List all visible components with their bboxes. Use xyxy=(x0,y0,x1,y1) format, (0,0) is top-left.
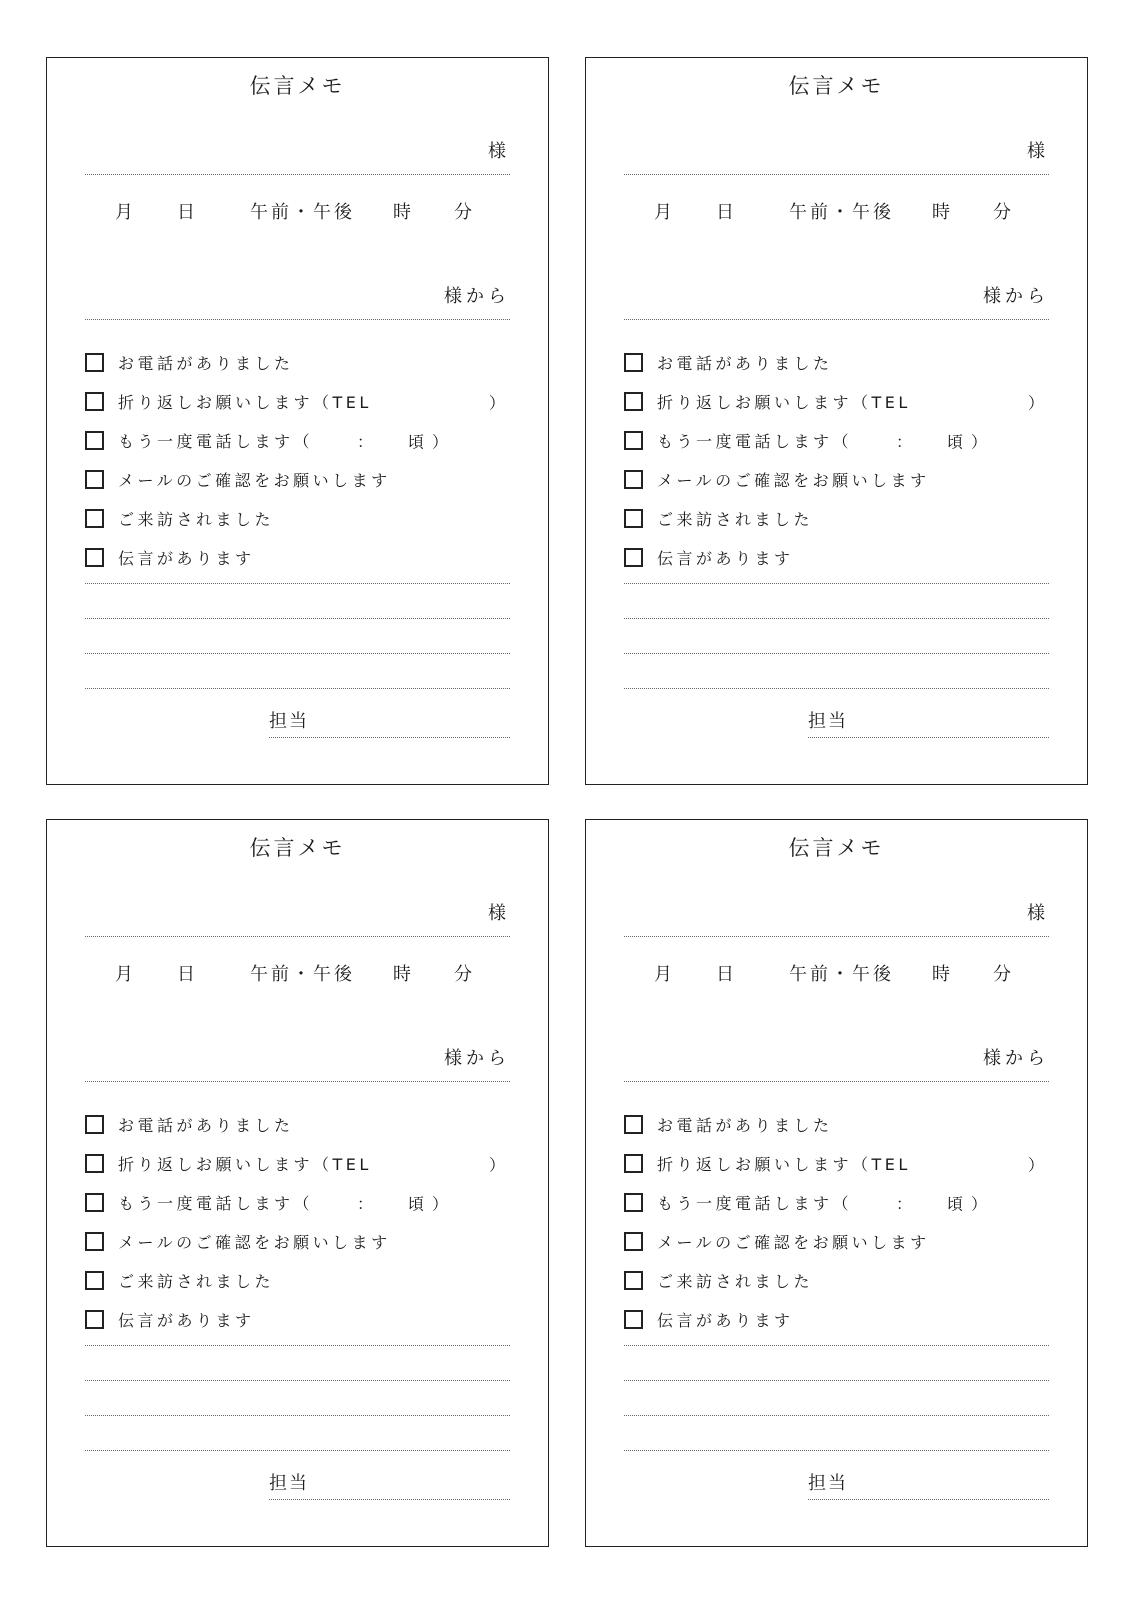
message-line[interactable] xyxy=(85,583,510,584)
minute-label: 分 xyxy=(454,964,475,985)
memo-card xyxy=(46,819,549,1547)
checkbox[interactable] xyxy=(624,509,643,528)
check-item-visited xyxy=(624,1261,1049,1300)
date-time-row xyxy=(586,198,1087,224)
callback-colon: ： xyxy=(896,432,913,451)
month-label: 月 xyxy=(654,964,675,985)
message-line[interactable] xyxy=(85,688,510,689)
tel-close-paren: ） xyxy=(489,1155,506,1174)
hour-label: 時 xyxy=(393,964,414,985)
check-list xyxy=(624,1105,1049,1339)
staff-line[interactable] xyxy=(269,737,510,738)
date-time-row xyxy=(586,960,1087,986)
am-pm-label: 午前・午後 xyxy=(250,202,355,223)
check-label: メールのご確認をお願いします xyxy=(118,471,391,490)
caller-suffix: 様から xyxy=(444,286,510,307)
checkbox[interactable] xyxy=(624,431,643,450)
addressee-suffix: 様 xyxy=(1027,141,1049,162)
check-label: 折り返しお願いします（TEL xyxy=(118,393,372,412)
check-label: 折り返しお願いします（TEL xyxy=(657,393,911,412)
checkbox[interactable] xyxy=(85,1271,104,1290)
day-label: 日 xyxy=(177,964,198,985)
check-item-message xyxy=(624,1300,1049,1339)
checkbox[interactable] xyxy=(85,431,104,450)
month-label: 月 xyxy=(654,202,675,223)
message-line[interactable] xyxy=(85,1450,510,1451)
addressee-suffix: 様 xyxy=(1027,903,1049,924)
check-item-visited xyxy=(85,1261,510,1300)
check-label: 伝言があります xyxy=(657,1311,794,1330)
tel-close-paren: ） xyxy=(1028,1155,1045,1174)
check-label: お電話がありました xyxy=(657,354,833,373)
caller-line[interactable] xyxy=(624,319,1049,320)
staff-label: 担当 xyxy=(808,711,848,732)
callback-time-label: 頃 xyxy=(408,432,425,451)
day-label: 日 xyxy=(716,202,737,223)
message-line[interactable] xyxy=(624,688,1049,689)
check-item-call-back xyxy=(624,1144,1049,1183)
minute-label: 分 xyxy=(993,202,1014,223)
checkbox[interactable] xyxy=(624,1271,643,1290)
check-label: もう一度電話します（ xyxy=(118,1194,314,1213)
message-line[interactable] xyxy=(85,1380,510,1381)
check-label: もう一度電話します（ xyxy=(657,1194,853,1213)
am-pm-label: 午前・午後 xyxy=(250,964,355,985)
check-item-call-back xyxy=(624,382,1049,421)
caller-suffix: 様から xyxy=(983,286,1049,307)
checkbox[interactable] xyxy=(624,1310,643,1329)
check-item-will-call-again xyxy=(85,421,510,460)
check-item-call-back xyxy=(85,382,510,421)
check-item-visited xyxy=(85,499,510,538)
memo-title: 伝言メモ xyxy=(788,74,885,98)
message-line[interactable] xyxy=(624,653,1049,654)
checkbox[interactable] xyxy=(624,353,643,372)
checkbox[interactable] xyxy=(85,1310,104,1329)
checkbox[interactable] xyxy=(85,509,104,528)
check-label: ご来訪されました xyxy=(118,1272,275,1291)
check-item-message xyxy=(85,1300,510,1339)
message-line[interactable] xyxy=(85,653,510,654)
check-item-will-call-again xyxy=(624,421,1049,460)
am-pm-label: 午前・午後 xyxy=(789,964,894,985)
message-line[interactable] xyxy=(624,1450,1049,1451)
caller-suffix: 様から xyxy=(444,1048,510,1069)
check-label: ご来訪されました xyxy=(118,510,275,529)
message-line[interactable] xyxy=(624,618,1049,619)
message-line[interactable] xyxy=(624,1415,1049,1416)
check-item-will-call-again xyxy=(624,1183,1049,1222)
staff-line[interactable] xyxy=(269,1499,510,1500)
check-label: ご来訪されました xyxy=(657,1272,814,1291)
addressee-line[interactable] xyxy=(624,936,1049,937)
checkbox[interactable] xyxy=(624,1193,643,1212)
staff-line[interactable] xyxy=(808,737,1049,738)
tel-close-paren: ） xyxy=(489,393,506,412)
check-label: もう一度電話します（ xyxy=(118,432,314,451)
caller-line[interactable] xyxy=(624,1081,1049,1082)
check-label: 伝言があります xyxy=(118,549,255,568)
check-label: メールのご確認をお願いします xyxy=(657,1233,930,1252)
checkbox[interactable] xyxy=(624,1115,643,1134)
checkbox[interactable] xyxy=(624,548,643,567)
callback-colon: ： xyxy=(357,1194,374,1213)
month-label: 月 xyxy=(115,202,136,223)
check-label: お電話がありました xyxy=(118,354,294,373)
check-label: お電話がありました xyxy=(118,1116,294,1135)
check-label: 折り返しお願いします（TEL xyxy=(657,1155,911,1174)
checkbox[interactable] xyxy=(624,392,643,411)
check-item-message xyxy=(624,538,1049,577)
check-list xyxy=(624,343,1049,577)
callback-time-label: 頃 xyxy=(947,1194,964,1213)
check-label: メールのご確認をお願いします xyxy=(657,471,930,490)
checkbox[interactable] xyxy=(85,1232,104,1251)
checkbox[interactable] xyxy=(85,1115,104,1134)
caller-line[interactable] xyxy=(85,1081,510,1082)
check-label: 折り返しお願いします（TEL xyxy=(118,1155,372,1174)
day-label: 日 xyxy=(716,964,737,985)
memo-title: 伝言メモ xyxy=(788,836,885,860)
memo-card xyxy=(585,819,1088,1547)
addressee-line[interactable] xyxy=(85,174,510,175)
message-line[interactable] xyxy=(624,583,1049,584)
am-pm-label: 午前・午後 xyxy=(789,202,894,223)
message-line[interactable] xyxy=(624,1380,1049,1381)
addressee-suffix: 様 xyxy=(488,903,510,924)
check-list xyxy=(85,1105,510,1339)
check-label: メールのご確認をお願いします xyxy=(118,1233,391,1252)
addressee-line[interactable] xyxy=(624,174,1049,175)
memo-card xyxy=(585,57,1088,785)
hour-label: 時 xyxy=(932,964,953,985)
caller-line[interactable] xyxy=(85,319,510,320)
checkbox[interactable] xyxy=(85,1193,104,1212)
checkbox[interactable] xyxy=(624,470,643,489)
check-item-will-call-again xyxy=(85,1183,510,1222)
message-line[interactable] xyxy=(85,618,510,619)
check-item-check-email xyxy=(624,460,1049,499)
callback-colon: ： xyxy=(896,1194,913,1213)
memo-title: 伝言メモ xyxy=(249,74,346,98)
check-item-check-email xyxy=(624,1222,1049,1261)
check-item-check-email xyxy=(85,460,510,499)
check-item-phone-call xyxy=(624,1105,1049,1144)
day-label: 日 xyxy=(177,202,198,223)
checkbox[interactable] xyxy=(624,1232,643,1251)
check-label: 伝言があります xyxy=(118,1311,255,1330)
check-label: お電話がありました xyxy=(657,1116,833,1135)
message-line[interactable] xyxy=(85,1415,510,1416)
staff-label: 担当 xyxy=(269,1473,309,1494)
checkbox[interactable] xyxy=(85,548,104,567)
caller-suffix: 様から xyxy=(983,1048,1049,1069)
callback-close-paren: ） xyxy=(432,432,449,451)
message-line[interactable] xyxy=(85,1345,510,1346)
check-item-phone-call xyxy=(85,1105,510,1144)
memo-title: 伝言メモ xyxy=(249,836,346,860)
check-item-message xyxy=(85,538,510,577)
staff-line[interactable] xyxy=(808,1499,1049,1500)
callback-close-paren: ） xyxy=(971,432,988,451)
addressee-suffix: 様 xyxy=(488,141,510,162)
check-list xyxy=(85,343,510,577)
memo-card xyxy=(46,57,549,785)
checkbox[interactable] xyxy=(85,392,104,411)
checkbox[interactable] xyxy=(624,1154,643,1173)
tel-close-paren: ） xyxy=(1028,393,1045,412)
check-item-phone-call xyxy=(85,343,510,382)
checkbox[interactable] xyxy=(85,1154,104,1173)
callback-time-label: 頃 xyxy=(408,1194,425,1213)
callback-close-paren: ） xyxy=(432,1194,449,1213)
check-item-call-back xyxy=(85,1144,510,1183)
checkbox[interactable] xyxy=(85,353,104,372)
message-line[interactable] xyxy=(624,1345,1049,1346)
callback-colon: ： xyxy=(357,432,374,451)
checkbox[interactable] xyxy=(85,470,104,489)
callback-close-paren: ） xyxy=(971,1194,988,1213)
minute-label: 分 xyxy=(993,964,1014,985)
check-item-check-email xyxy=(85,1222,510,1261)
check-item-phone-call xyxy=(624,343,1049,382)
staff-label: 担当 xyxy=(808,1473,848,1494)
minute-label: 分 xyxy=(454,202,475,223)
hour-label: 時 xyxy=(393,202,414,223)
date-time-row xyxy=(47,198,548,224)
hour-label: 時 xyxy=(932,202,953,223)
check-label: もう一度電話します（ xyxy=(657,432,853,451)
check-label: 伝言があります xyxy=(657,549,794,568)
staff-label: 担当 xyxy=(269,711,309,732)
date-time-row xyxy=(47,960,548,986)
check-label: ご来訪されました xyxy=(657,510,814,529)
check-item-visited xyxy=(624,499,1049,538)
addressee-line[interactable] xyxy=(85,936,510,937)
month-label: 月 xyxy=(115,964,136,985)
callback-time-label: 頃 xyxy=(947,432,964,451)
